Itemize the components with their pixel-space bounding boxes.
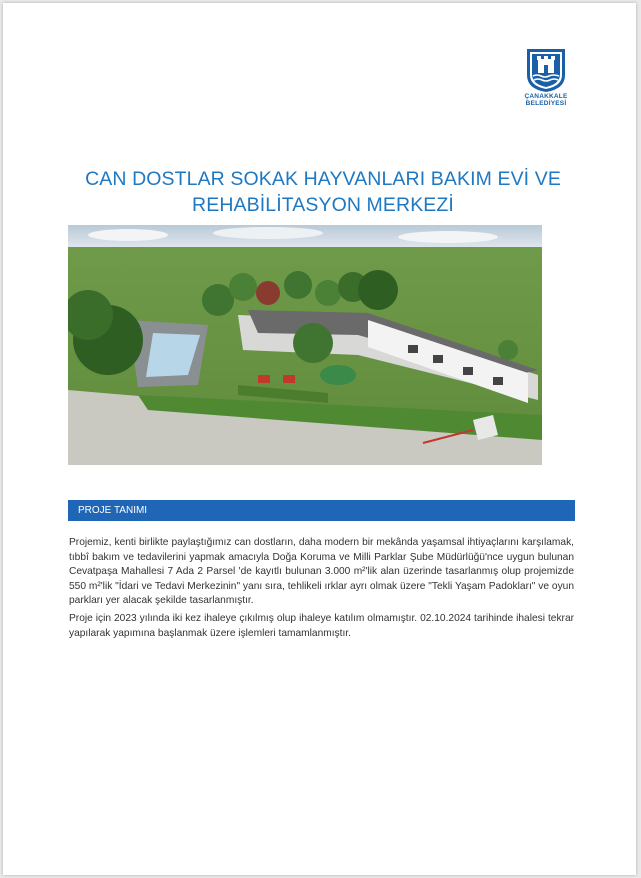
paragraph-1: Projemiz, kenti birlikte paylaştığımız can dostların, daha modern bir mekânda yaşamsal ihtiyaçlarını karşılamak, tıbbî bakım ve tedavilerini yapmak amacıyla Doğa Koruma ve Milli Parklar Şube Müdürlüğü'nce uygun bulunan Cevatpaşa Mahallesi 7 Ada 2 Parsel 'de kayıtlı bulunan 3.000 m²'lik alan üzerinde tasarlanmış olup projemizde 550 m²'lik "İdari ve Tedavi Merkezinin" yanı sıra, tehlikeli ırklar ayrı olmak üzere "Tekli Yaşam Padokları" ve oyun parkları yer alacak şekilde tasarlanmıştır. xyxy=(69,537,574,607)
castle-emblem-icon xyxy=(525,47,567,93)
section-heading-bar: PROJE TANIMI xyxy=(68,500,575,521)
paragraph-2: Proje için 2023 yılında iki kez ihaleye çıkılmış olup ihaleye katılım olmamıştır. 02.10.2024 tarihinde ihalesi tekrar yapılarak yapımına başlanmak üzere işlemleri tamamlanmıştır. xyxy=(69,612,574,639)
title-line-1: CAN DOSTLAR SOKAK HAYVANLARI BAKIM EVİ VE xyxy=(85,168,561,190)
project-rendering-image xyxy=(68,225,542,465)
document-page xyxy=(3,3,636,875)
municipality-logo xyxy=(521,47,571,113)
logo-text-line2: BELEDİYESİ xyxy=(525,100,567,107)
project-description xyxy=(69,536,574,644)
architectural-rendering-icon xyxy=(68,225,542,465)
title-line-2: REHABİLİTASYON MERKEZİ xyxy=(192,194,454,216)
page-title xyxy=(63,166,583,218)
logo-text-line1: ÇANAKKALE xyxy=(524,93,568,100)
